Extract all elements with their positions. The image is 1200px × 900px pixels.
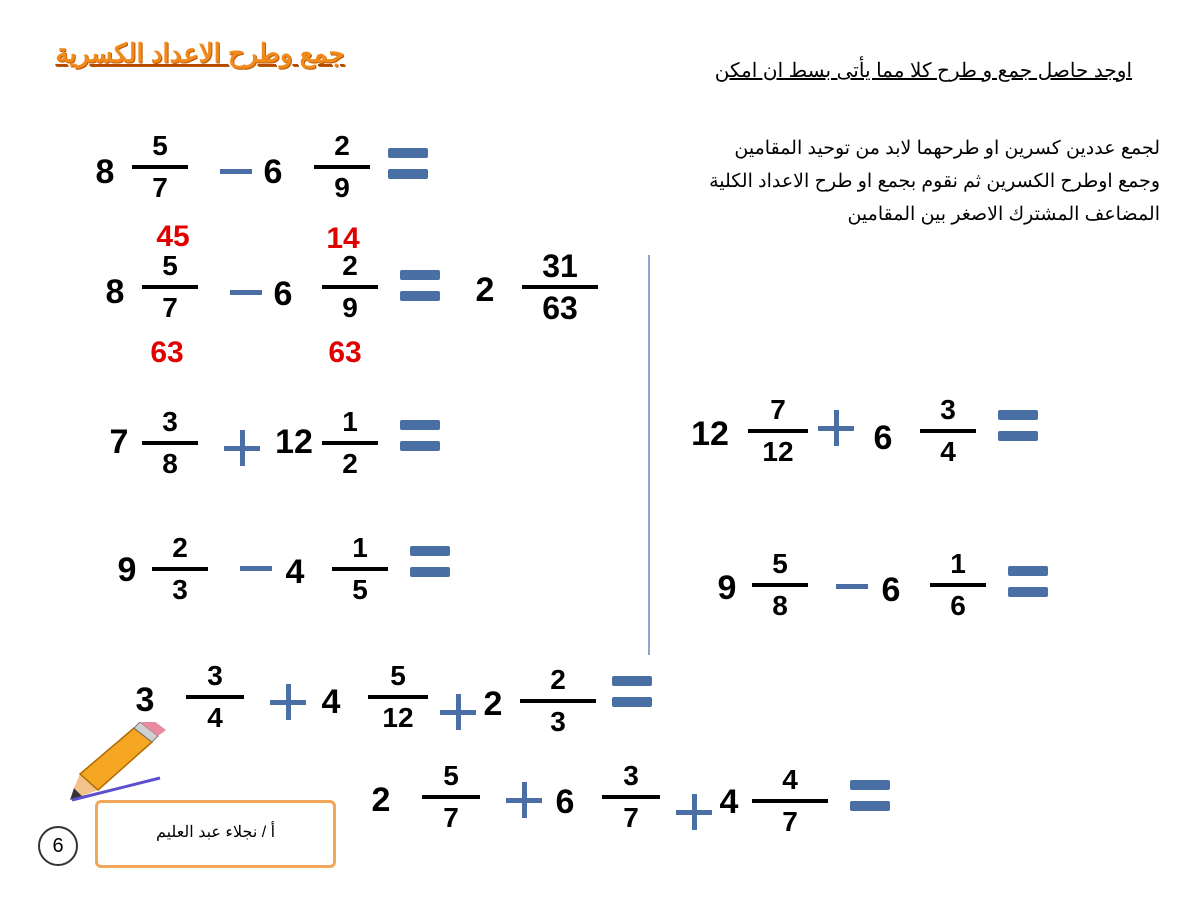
- p6-fraction-2: [368, 660, 428, 734]
- plus-icon: [818, 410, 854, 446]
- p7-whole-3: 4: [719, 783, 739, 821]
- rule-box: [560, 132, 1160, 231]
- p7-fraction-3: [752, 764, 828, 838]
- fraction-bar: [186, 695, 244, 699]
- p5-fraction-1: [752, 548, 808, 622]
- p7-whole-1: 2: [371, 781, 391, 819]
- p7-whole-2: 6: [555, 783, 575, 821]
- numerator: 3: [162, 406, 178, 437]
- p2-fraction-2: [322, 406, 378, 480]
- column-divider: [648, 255, 650, 655]
- p6-whole-3: 2: [483, 685, 503, 723]
- denominator: 63: [542, 290, 578, 326]
- p2-fraction-1: [142, 406, 198, 480]
- denominator: 7: [782, 806, 798, 837]
- denominator: 8: [772, 590, 788, 621]
- p1-fraction-1: [132, 130, 188, 204]
- p1-whole-2: 6: [263, 153, 283, 191]
- plus-icon: [676, 794, 712, 830]
- fraction-bar: [142, 285, 198, 289]
- p4-fraction-1: [748, 394, 808, 468]
- fraction-bar: [752, 799, 828, 803]
- fraction-bar: [748, 429, 808, 433]
- fraction-bar: [322, 285, 378, 289]
- numerator: 3: [623, 760, 639, 791]
- denominator: 5: [352, 574, 368, 605]
- minus-icon: [836, 584, 868, 589]
- p5-whole-1: 9: [717, 569, 737, 607]
- fraction-bar: [920, 429, 976, 433]
- minus-icon: [240, 566, 272, 571]
- numerator: 1: [352, 532, 368, 563]
- p6-fraction-1: [186, 660, 244, 734]
- numerator: 5: [152, 130, 168, 161]
- denominator: 3: [550, 706, 566, 737]
- equals-icon: [850, 780, 890, 812]
- fraction-bar: [332, 567, 388, 571]
- denominator: 9: [342, 292, 358, 323]
- plus-icon: [270, 684, 306, 720]
- equals-icon: [998, 410, 1038, 442]
- fraction-bar: [520, 699, 596, 703]
- fraction-bar: [152, 567, 208, 571]
- p5-fraction-2: [930, 548, 986, 622]
- p6-fraction-3: [520, 664, 596, 738]
- sol-red-bottom-1: 63: [150, 336, 184, 369]
- fraction-bar: [752, 583, 808, 587]
- numerator: 7: [770, 394, 786, 425]
- numerator: 4: [782, 764, 798, 795]
- sol-red-bottom-2: 63: [328, 336, 362, 369]
- fraction-bar: [930, 583, 986, 587]
- denominator: 12: [382, 702, 414, 733]
- p2-whole-1: 7: [109, 423, 129, 461]
- p7-fraction-1: [422, 760, 480, 834]
- equals-icon: [612, 676, 652, 708]
- numerator: 5: [390, 660, 406, 691]
- numerator: 3: [940, 394, 956, 425]
- denominator: 7: [623, 802, 639, 833]
- numerator: 1: [342, 406, 358, 437]
- p3-whole-2: 4: [285, 553, 305, 591]
- result-whole: 2: [475, 271, 495, 309]
- instruction-text: اوجد حاصل جمع و طرح كلا مما يأتى بسط ان امكن: [714, 60, 1132, 82]
- minus-icon: [220, 169, 252, 174]
- fraction-bar: [132, 165, 188, 169]
- p7-fraction-2: [602, 760, 660, 834]
- numerator: 2: [342, 250, 358, 281]
- denominator: 7: [162, 292, 178, 323]
- p1-fraction-2: [314, 130, 370, 204]
- p3-fraction-2: [332, 532, 388, 606]
- denominator: 2: [342, 448, 358, 479]
- denominator: 3: [172, 574, 188, 605]
- minus-icon: [230, 290, 262, 295]
- teacher-name-scroll: أ / نجلاء عبد العليم: [95, 800, 336, 868]
- denominator: 6: [950, 590, 966, 621]
- p4-whole-1: 12: [691, 415, 729, 453]
- p3-whole-1: 9: [117, 551, 137, 589]
- fraction-bar: [142, 441, 198, 445]
- plus-icon: [224, 430, 260, 466]
- fraction-bar: [314, 165, 370, 169]
- plus-icon: [506, 782, 542, 818]
- equals-icon: [388, 148, 428, 180]
- denominator: 8: [162, 448, 178, 479]
- sol-fraction-1: [142, 250, 198, 324]
- rule-line-2: وجمع اوطرح الكسرين ثم نقوم بجمع او طرح الاعداد الكلية: [709, 171, 1160, 192]
- equals-icon: [1008, 566, 1048, 598]
- numerator: 5: [162, 250, 178, 281]
- denominator: 7: [152, 172, 168, 203]
- numerator: 2: [334, 130, 350, 161]
- page-title: جمع وطرح الاعداد الكسرية: [55, 38, 345, 68]
- fraction-bar: [602, 795, 660, 799]
- rule-line-3: المضاعف المشترك الاصغر بين المقامين: [847, 204, 1160, 225]
- sol-whole-1: 8: [105, 273, 125, 311]
- page-number: 6: [38, 826, 78, 866]
- fraction-bar: [422, 795, 480, 799]
- p6-whole-1: 3: [135, 681, 155, 719]
- numerator: 3: [207, 660, 223, 691]
- numerator: 5: [443, 760, 459, 791]
- rule-line-1: لجمع عددين كسرين او طرحهما لابد من توحيد المقامين: [734, 138, 1160, 159]
- p4-fraction-2: [920, 394, 976, 468]
- sol-red-top-2: 14: [326, 222, 360, 255]
- equals-icon: [400, 420, 440, 452]
- denominator: 7: [443, 802, 459, 833]
- fraction-bar: [368, 695, 428, 699]
- p1-whole-1: 8: [95, 153, 115, 191]
- denominator: 9: [334, 172, 350, 203]
- denominator: 12: [762, 436, 794, 467]
- p2-whole-2: 12: [275, 423, 313, 461]
- sol-red-top-1: 45: [156, 220, 190, 253]
- sol-fraction-2: [322, 250, 378, 324]
- fraction-bar: [522, 285, 598, 289]
- numerator: 1: [950, 548, 966, 579]
- equals-icon: [400, 270, 440, 302]
- p3-fraction-1: [152, 532, 208, 606]
- denominator: 4: [207, 702, 223, 733]
- pencil-icon: [62, 722, 172, 802]
- plus-icon: [440, 694, 476, 730]
- numerator: 31: [542, 248, 578, 284]
- equals-icon: [410, 546, 450, 578]
- numerator: 2: [550, 664, 566, 695]
- fraction-bar: [322, 441, 378, 445]
- numerator: 5: [772, 548, 788, 579]
- result-fraction: [522, 250, 598, 324]
- denominator: 4: [940, 436, 956, 467]
- p6-whole-2: 4: [321, 683, 341, 721]
- p4-whole-2: 6: [873, 419, 893, 457]
- numerator: 2: [172, 532, 188, 563]
- p5-whole-2: 6: [881, 571, 901, 609]
- sol-whole-2: 6: [273, 275, 293, 313]
